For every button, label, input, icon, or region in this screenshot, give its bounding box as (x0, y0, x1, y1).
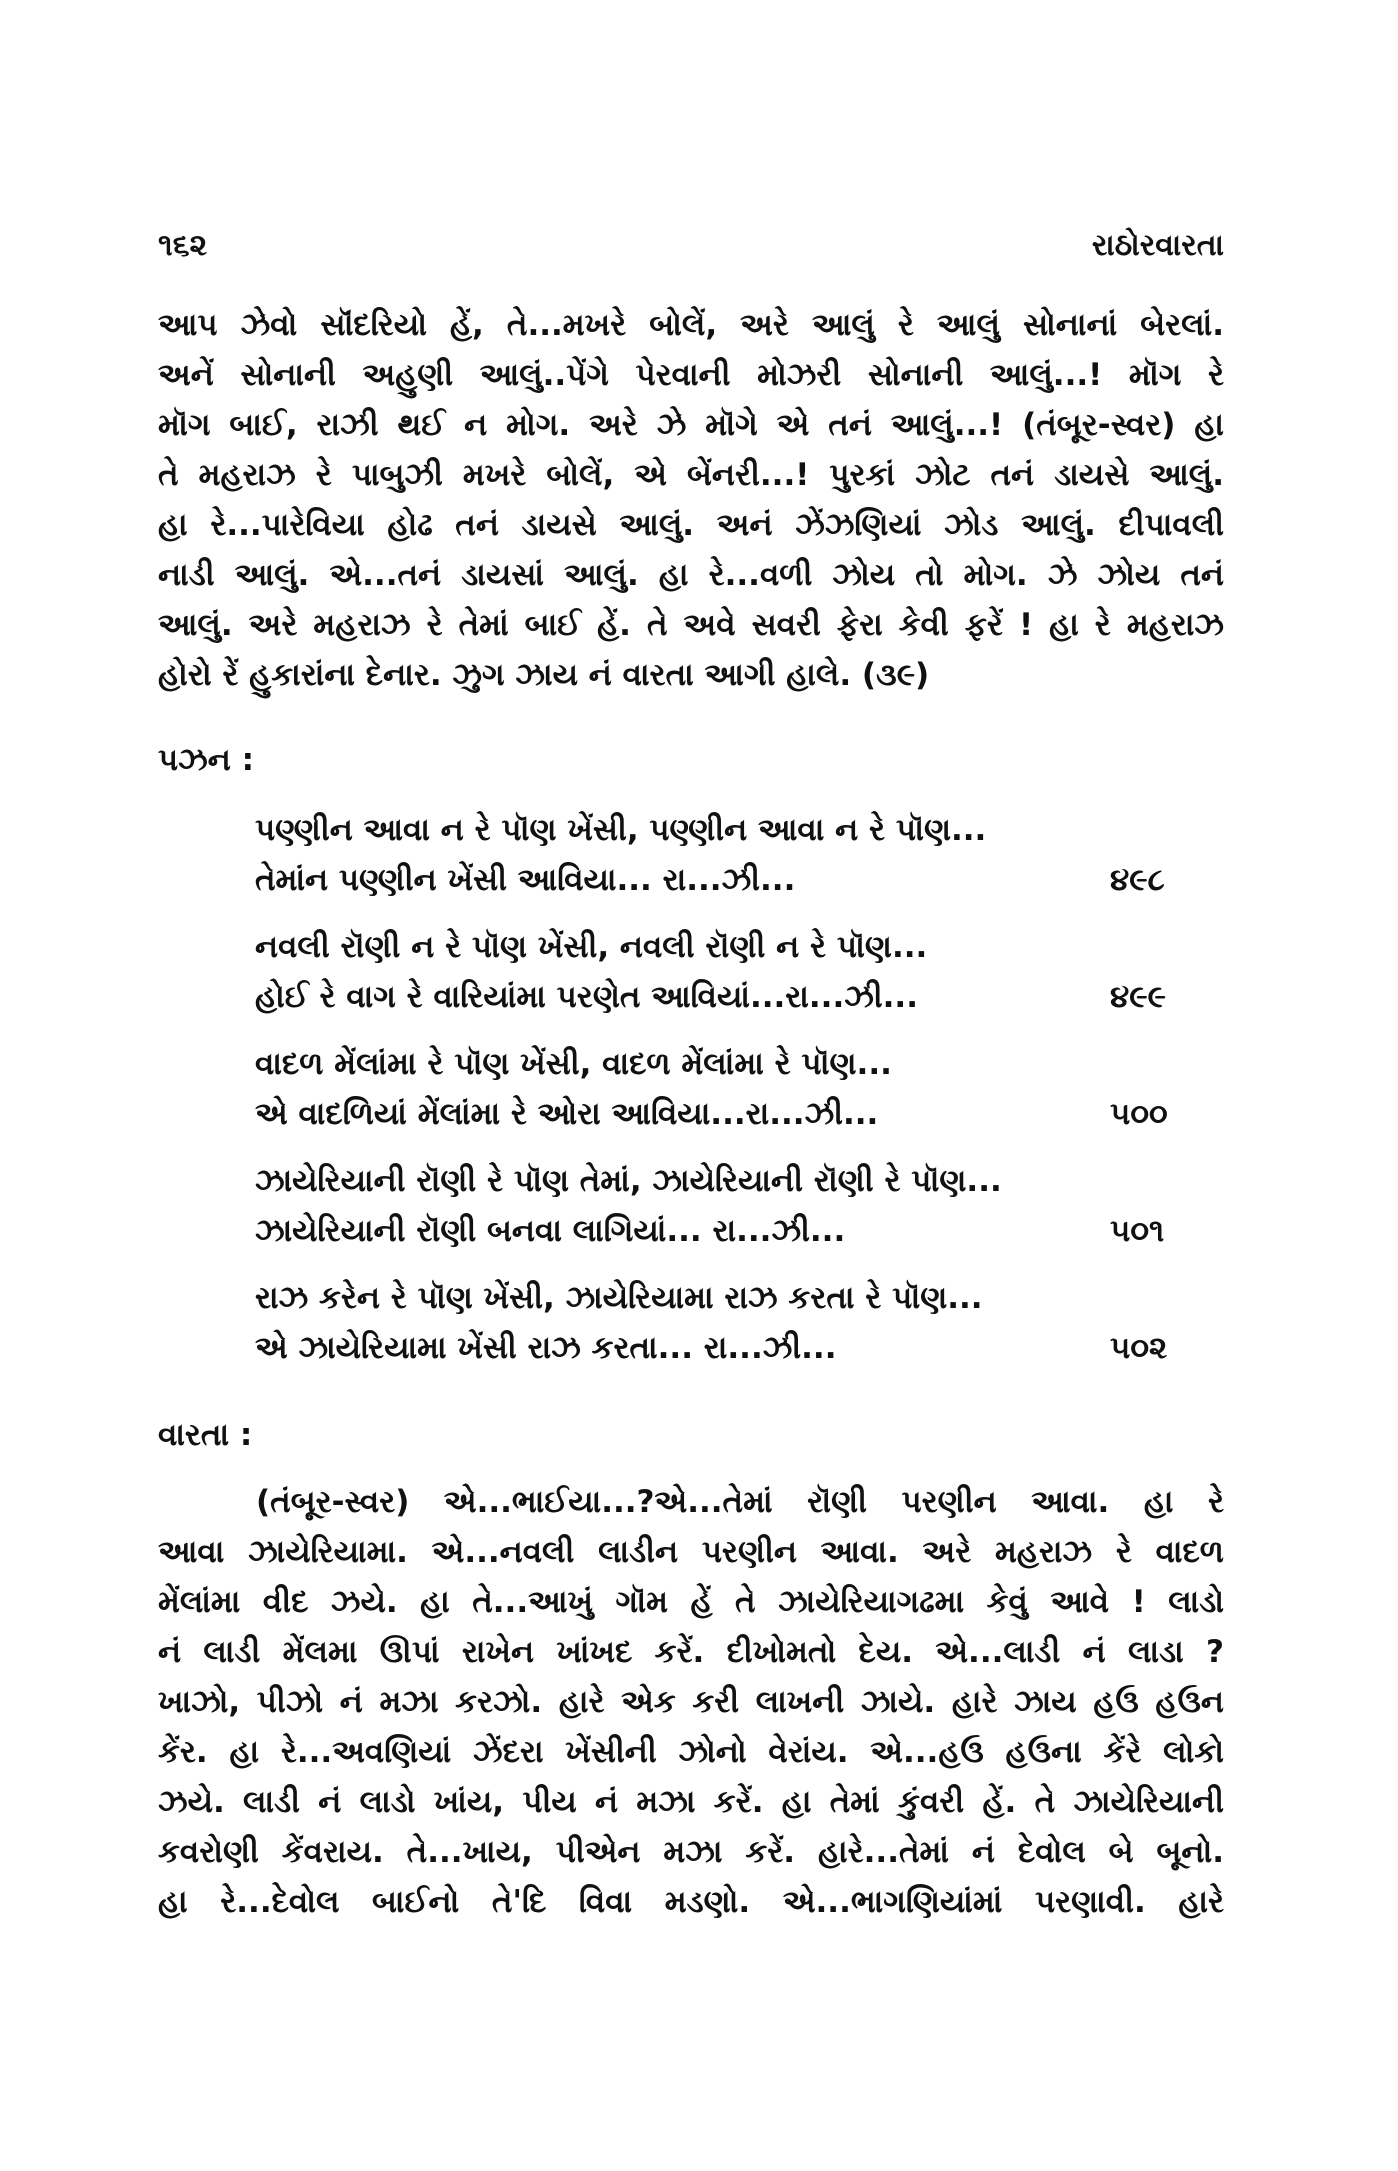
text-line: અનેં સોનાની અહુણી આલું..પેંગે પેરવાની મોઝરી સોનાની આલું...! મૉગ રે (158, 357, 1224, 393)
verse-text: એ વાદળિયાં મેંલાંમા રે ઓરા આવિયા...રા...ઝી... (255, 1096, 879, 1132)
bhajan-heading: પઝન : (158, 742, 254, 778)
verse-line (255, 922, 1185, 972)
text-line: ખાઝો, પીઝો નં મઝા કરઝો. હારે એક કરી લાખની ઝાયે. હારે ઝાય હઉ હઉન (158, 1684, 1224, 1720)
page-number: ૧૬૨ (158, 227, 208, 263)
text-line: મેંલાંમા વીદ ઝયે. હા તે...આખું ગૉમ હેં તે ઝાયેરિયાગઢમા કેવું આવે ! લાડો (158, 1584, 1224, 1620)
text-line: નાડી આલું. એ...તનં ડાયસાં આલું. હા રે...વળી ઝોય તો મોગ. ઝે ઝોય તનં (158, 557, 1224, 593)
text-line: હા રે...દેવોલ બાઈનો તે'દિ વિવા મડણો. એ...ભાગણિયાંમાં પરણાવી. હારે (158, 1884, 1224, 1920)
verse-text: ઝાયેરિયાની રૉણી રે પૉણ તેમાં, ઝાયેરિયાની રૉણી રે પૉણ... (255, 1163, 1002, 1199)
verse-line (255, 1206, 1185, 1256)
text-line: આલું. અરે મહરાઝ રે તેમાં બાઈ હેં. તે અવે સવરી ફેરા કેવી ફરેં ! હા રે મહરાઝ (158, 607, 1224, 643)
text-line: કેંર. હા રે...અવણિયાં ઝેંદરા ખેંસીની ઝોનો વેરાંય. એ...હઉ હઉના કેંરે લોકો (158, 1734, 1224, 1770)
verse-line (255, 805, 1185, 855)
story-paragraph-1 (158, 300, 1224, 700)
verse-line (255, 1089, 1185, 1139)
verse-number: ૫૦૧ (1110, 1213, 1165, 1249)
verse-number: ૪૯૯ (1110, 979, 1166, 1015)
story-paragraph-2 (158, 1477, 1224, 1927)
verse-text: વાદળ મેંલાંમા રે પૉણ ખેંસી, વાદળ મેંલાંમા રે પૉણ... (255, 1046, 892, 1082)
text-line: હા રે...પારેવિયા હોઢ તનં ડાયસે આલું. અનં ઝેંઝણિયાં ઝોડ આલું. દીપાવલી (158, 507, 1224, 543)
verse-text: હોઈ રે વાગ રે વારિયાંમા પરણેત આવિયાં...રા...ઝી... (255, 979, 918, 1015)
text-line: કવરોણી કેંવરાય. તે...ખાય, પીએન મઝા કરેં. હારે...તેમાં નં દેવોલ બે બૂનો. (158, 1834, 1224, 1870)
verse-line (255, 1156, 1185, 1206)
verse-line (255, 1323, 1185, 1373)
verse-number: ૪૯૮ (1110, 862, 1165, 898)
text-line: ઝયે. લાડી નં લાડો ખાંય, પીય નં મઝા કરેં. હા તેમાં કુંવરી હેં. તે ઝાયેરિયાની (158, 1784, 1224, 1820)
verse-text: તેમાંન પણ્ણીન ખેંસી આવિયા... રા...ઝી... (255, 862, 796, 898)
text-line: આપ ઝેવો સૉંદરિયો હેં, તે...મખરે બોલેં, અરે આલું રે આલું સોનાનાં બેરલાં. (158, 307, 1224, 343)
running-title: રાઠોરવારતા (1091, 227, 1224, 263)
verse-501 (255, 1156, 1185, 1256)
verse-text: ઝાયેરિયાની રૉણી બનવા લાગિયાં... રા...ઝી... (255, 1213, 846, 1249)
page-header (158, 220, 1224, 270)
verse-number: ૫૦૨ (1110, 1330, 1168, 1366)
verse-number: ૫૦૦ (1110, 1096, 1168, 1132)
verse-498 (255, 805, 1185, 905)
verse-line (255, 972, 1185, 1022)
verse-text: નવલી રૉણી ન રે પૉણ ખેંસી, નવલી રૉણી ન રે પૉણ... (255, 929, 928, 965)
verse-line (255, 1273, 1185, 1323)
text-line: મૉગ બાઈ, રાઝી થઈ ન મોગ. અરે ઝે મૉગે એ તનં આલું...! (તંબૂર-સ્વર) હા (158, 407, 1224, 443)
verse-text: એ ઝાયેરિયામા ખેંસી રાઝ કરતા... રા...ઝી... (255, 1330, 837, 1366)
text-line: હોરો રેં હુકારાંના દેનાર. ઝુગ ઝાય નં વારતા આગી હાલે. (૩૯) (158, 657, 930, 693)
text-line: આવા ઝાયેરિયામા. એ...નવલી લાડીન પરણીન આવા. અરે મહરાઝ રે વાદળ (158, 1534, 1224, 1570)
verse-500 (255, 1039, 1185, 1139)
text-line: (તંબૂર-સ્વર) એ...ભાઈયા...?એ...તેમાં રૉણી પરણીન આવા. હા રે (256, 1484, 1224, 1520)
verse-499 (255, 922, 1185, 1022)
verse-502 (255, 1273, 1185, 1373)
verse-line (255, 855, 1185, 905)
text-line: તે મહરાઝ રે પાબુઝી મખરે બોલેં, એ બેંનરી...! પુરકાં ઝોટ તનં ડાયસે આલું. (158, 457, 1224, 493)
verse-line (255, 1039, 1185, 1089)
text-line: નં લાડી મેંલમા ઊપાં રાખેન ખાંખદ કરેં. દીખોમતો દેય. એ...લાડી નં લાડા ? (158, 1634, 1224, 1670)
story-heading: વારતા : (158, 1417, 253, 1453)
verse-text: પણ્ણીન આવા ન રે પૉણ ખેંસી, પણ્ણીન આવા ન રે પૉણ... (255, 812, 987, 848)
verse-text: રાઝ કરેન રે પૉણ ખેંસી, ઝાયેરિયામા રાઝ કરતા રે પૉણ... (255, 1280, 983, 1316)
